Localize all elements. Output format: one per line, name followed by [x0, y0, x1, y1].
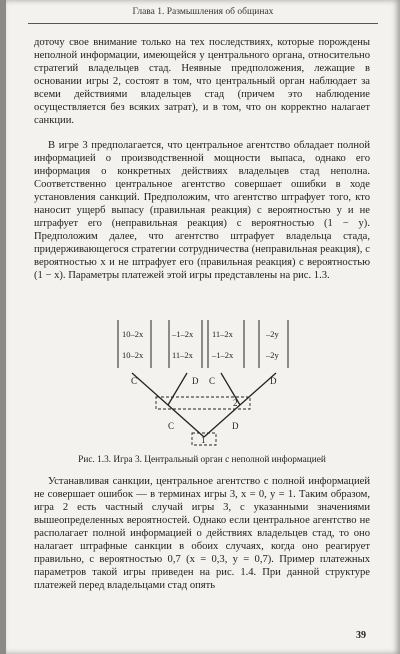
book-page — [6, 0, 400, 654]
move-label-c-2: C — [209, 376, 216, 386]
payoff-2-b: 11–2x — [172, 350, 193, 360]
node-label-1: 1 — [201, 435, 206, 445]
move-label-d-2: D — [270, 376, 277, 386]
game-tree-figure — [6, 0, 400, 470]
payoff-1-b: 10–2x — [122, 350, 144, 360]
node-label-2: 2 — [233, 398, 238, 408]
payoff-2-a: –1–2x — [172, 329, 194, 339]
payoff-box-1 — [118, 320, 151, 368]
payoff-4-b: –2y — [266, 350, 279, 360]
payoff-box-3 — [208, 320, 244, 368]
payoff-3-b: –1–2x — [212, 350, 234, 360]
payoff-1-a: 10–2x — [122, 329, 144, 339]
paragraph-3: Устанавливая санкции, центральное агентство с полной информацией не совершает ошибок — в терминах игры 3, x = 0, y = 1. Таким образом, игра 2 есть частный случай игры 3, с указанными значениями вышеопределенных вероятностей. Однако если центральное агентство не располагает полной информацией о действиях владельцев стад, то оно налагает штрафные санкции в обоих случаях, когда оно реагирует правильно, с вероятностью 0,7 (x = 0,3, y = 0,7). Пример платежных параметров такой игры приведен на рис. 1.4. При данной структуре платежей перед владельцами стад опять — [34, 476, 370, 591]
move-label-c-1: C — [131, 376, 138, 386]
page-number: 39 — [356, 630, 366, 641]
payoff-box-2 — [169, 320, 202, 368]
move-label-d-1: D — [192, 376, 199, 386]
figure-caption: Рис. 1.3. Игра 3. Центральный орган с неполной информацией — [78, 455, 326, 465]
payoff-box-4 — [259, 320, 288, 368]
move-label-d-root: D — [232, 421, 239, 431]
tree-branches — [132, 373, 276, 437]
paragraph-2: В игре 3 предполагается, что центральное агентство обладает полной информацией о производственной мощности выпаса, однако его информация о конкретных действиях владельцев стад неполна. Соответственно центральное агентство совершает ошибки в ходе установления санкций. Предположим, что агентство штрафует того, кто наносит ущерб выпасу (правильная реакция) с вероятностью y и не штрафует его (неправильная реакция) с вероятностью (1 − y). Предположим далее, что агентство штрафует владельца стада, придерживающегося стратегии сотрудничества (неправильная реакция), с вероятностью x и не штрафует его (правильная реакция) с вероятностью (1 − x). Параметры платежей этой игры представлены на рис. 1.3. — [34, 140, 370, 281]
move-label-c-root: C — [168, 421, 175, 431]
running-header: Глава 1. Размышления об общинах — [132, 7, 274, 17]
payoff-4-a: –2y — [266, 329, 279, 339]
paragraph-1: доточу свое внимание только на тех последствиях, которые порождены неполной информации, имеющейся у центрального органа, относительно стратегий владельцев стад. Неявные предположения, лежащие в основании игры 2, состоят в том, что центральный орган наблюдает за всеми действиями владельцев стад (причем это наблюдение осуществляется без всяких затрат), и в том, что он корректно налагает санкции. — [34, 37, 370, 126]
payoff-3-a: 11–2x — [212, 329, 233, 339]
